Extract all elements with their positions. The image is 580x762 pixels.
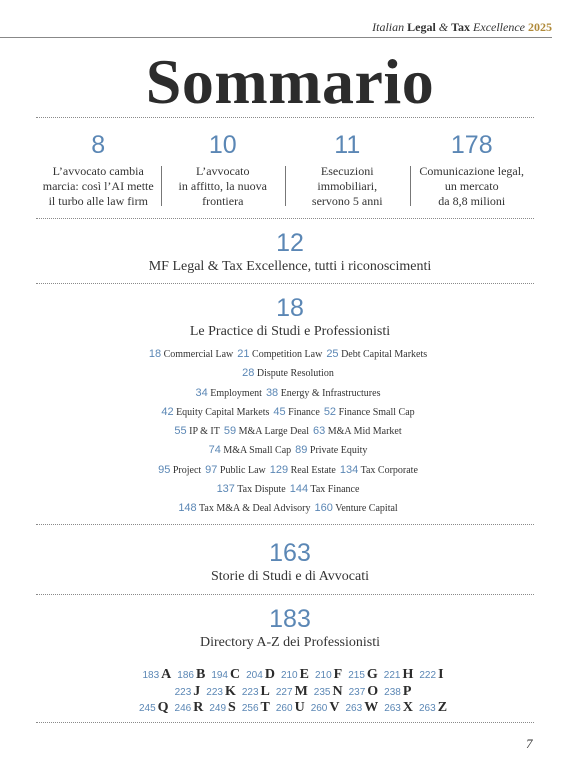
practice-name[interactable]: Tax Finance: [310, 484, 360, 496]
directory-page-number[interactable]: 210: [314, 670, 332, 681]
practice-line: [0, 480, 580, 499]
directory-page-number[interactable]: 186: [177, 670, 194, 681]
practice-name[interactable]: Employment: [210, 387, 262, 399]
practice-line: [0, 403, 580, 422]
directory-letter[interactable]: O: [367, 683, 379, 699]
header-brand-legal: Legal: [407, 20, 436, 34]
directory-letter[interactable]: F: [333, 667, 343, 682]
divider: [36, 524, 534, 525]
directory-letter[interactable]: V: [329, 700, 340, 715]
practice-page-number[interactable]: 89: [295, 444, 308, 457]
directory-page-number[interactable]: 222: [419, 670, 437, 681]
directory-letter[interactable]: X: [402, 700, 413, 715]
practice-page-number[interactable]: 97: [205, 463, 218, 476]
practice-line: [0, 364, 580, 383]
directory-page-number[interactable]: 210: [280, 670, 298, 681]
practice-page-number[interactable]: 42: [161, 405, 174, 418]
directory-index: [0, 665, 580, 715]
practice-name[interactable]: Private Equity: [309, 445, 368, 457]
section-label: MF Legal & Tax Excellence, tutti i riconoscimenti: [148, 259, 432, 274]
header-brand-pre: Italian: [372, 20, 405, 34]
practice-page-number[interactable]: 137: [216, 483, 235, 496]
directory-line: [0, 682, 580, 699]
practice-page-number[interactable]: 34: [195, 386, 208, 399]
section-label: Directory A-Z dei Professionisti: [199, 635, 381, 650]
section-label: Storie di Studi e di Avvocati: [210, 569, 369, 584]
directory-letter[interactable]: A: [161, 667, 172, 682]
directory-page-number[interactable]: 256: [241, 703, 259, 714]
directory-page-number[interactable]: 235: [313, 686, 331, 698]
directory-page-number[interactable]: 204: [246, 670, 263, 681]
divider: [36, 218, 534, 219]
practice-page-number[interactable]: 74: [208, 444, 221, 457]
directory-letter[interactable]: Z: [437, 700, 448, 715]
directory-letter[interactable]: N: [332, 683, 343, 699]
practice-name[interactable]: Project: [172, 464, 202, 476]
featured-article[interactable]: [410, 126, 535, 212]
featured-articles-row: [36, 126, 534, 212]
article-title: Esecuzioni immobiliari, servono 5 anni: [311, 164, 383, 208]
practice-page-number[interactable]: 134: [339, 463, 359, 476]
directory-letter[interactable]: B: [195, 667, 206, 682]
section-page-number: 12: [276, 229, 304, 257]
page-title: Sommario: [145, 46, 435, 117]
featured-article[interactable]: [285, 126, 410, 212]
section-recognitions[interactable]: [0, 228, 580, 276]
directory-page-number[interactable]: 249: [209, 703, 227, 714]
directory-letter[interactable]: S: [228, 700, 236, 715]
practice-name[interactable]: M&A Mid Market: [327, 426, 402, 438]
practice-name[interactable]: Energy & Infrastructures: [280, 387, 381, 399]
practice-name[interactable]: Public Law: [219, 464, 266, 476]
directory-letter[interactable]: P: [402, 683, 412, 699]
practice-page-number[interactable]: 52: [323, 405, 337, 418]
article-page-number: 178: [450, 131, 493, 159]
directory-letter[interactable]: J: [193, 683, 201, 699]
directory-letter[interactable]: T: [260, 700, 270, 715]
practice-name[interactable]: Debt Capital Markets: [341, 349, 428, 360]
practice-name[interactable]: Tax M&A & Deal Advisory: [199, 503, 311, 515]
header-brand-post: Excellence: [473, 20, 525, 34]
directory-letter[interactable]: I: [438, 667, 444, 682]
divider: [36, 594, 534, 595]
practice-line: [0, 499, 580, 518]
directory-page-number[interactable]: 223: [206, 686, 223, 698]
directory-letter[interactable]: C: [230, 667, 241, 682]
divider: [36, 283, 534, 284]
practice-line: [0, 422, 580, 441]
section-directory[interactable]: [0, 604, 580, 652]
practice-page-number[interactable]: 160: [314, 502, 333, 515]
practice-page-number[interactable]: 55: [174, 425, 187, 438]
practice-name[interactable]: IP & IT: [189, 426, 220, 438]
practice-name[interactable]: M&A Large Deal: [238, 426, 309, 438]
directory-page-number[interactable]: 194: [211, 670, 228, 681]
directory-page-number[interactable]: 263: [384, 703, 401, 714]
directory-letter[interactable]: Q: [157, 700, 169, 715]
directory-letter[interactable]: G: [366, 667, 378, 682]
directory-page-number[interactable]: 245: [138, 703, 156, 714]
article-page-number: 8: [91, 131, 106, 159]
practice-page-number[interactable]: 18: [148, 348, 162, 360]
directory-page-number[interactable]: 260: [275, 703, 293, 714]
article-title: L’avvocato cambia marcia: così l’AI mette il turbo alle law firm: [42, 164, 154, 208]
section-label: Le Practice di Studi e Professionisti: [189, 324, 391, 339]
featured-article[interactable]: [36, 126, 161, 212]
practice-name[interactable]: Dispute Resolution: [256, 368, 334, 380]
practice-page-number[interactable]: 129: [269, 463, 289, 476]
directory-page-number[interactable]: 246: [174, 703, 192, 714]
practice-line: [0, 384, 580, 403]
directory-page-number[interactable]: 183: [142, 670, 160, 681]
divider: [36, 722, 534, 723]
running-header: [372, 20, 552, 35]
practice-name[interactable]: Finance: [288, 406, 320, 418]
practice-name[interactable]: Tax Dispute: [237, 484, 286, 496]
practice-page-number[interactable]: 148: [178, 502, 197, 515]
directory-line: [0, 665, 580, 682]
header-brand-amp: &: [438, 20, 449, 34]
section-practices[interactable]: [0, 293, 580, 341]
page-number: 7: [526, 736, 533, 751]
practice-index: [0, 345, 580, 519]
practice-page-number[interactable]: 28: [242, 367, 255, 380]
practice-name[interactable]: Commercial Law: [163, 349, 234, 360]
directory-letter[interactable]: R: [193, 700, 204, 715]
divider: [36, 117, 534, 118]
practice-line: [0, 441, 580, 460]
directory-letter[interactable]: E: [299, 667, 309, 682]
practice-name[interactable]: Competition Law: [252, 349, 323, 360]
practice-name[interactable]: Tax Corporate: [360, 464, 418, 476]
practice-name[interactable]: Equity Capital Markets: [176, 406, 270, 418]
section-page-number: 18: [276, 294, 304, 322]
directory-page-number[interactable]: 215: [348, 670, 365, 681]
practice-page-number[interactable]: 63: [312, 425, 326, 438]
directory-letter[interactable]: D: [264, 667, 275, 682]
directory-page-number[interactable]: 238: [384, 686, 401, 698]
directory-letter[interactable]: W: [364, 700, 379, 715]
article-title: L’avvocato in affitto, la nuova frontiera: [178, 164, 267, 208]
featured-article[interactable]: [161, 126, 286, 212]
directory-page-number[interactable]: 237: [348, 686, 366, 698]
section-page-number: 163: [269, 539, 311, 567]
directory-page-number[interactable]: 223: [241, 686, 259, 698]
practice-line: [0, 461, 580, 480]
practice-page-number[interactable]: 21: [237, 348, 250, 360]
header-brand-tax: Tax: [451, 20, 471, 34]
directory-page-number[interactable]: 263: [419, 703, 436, 714]
section-page-number: 183: [269, 605, 311, 633]
article-title: Comunicazione legal, un mercato da 8,8 milioni: [419, 164, 525, 208]
article-page-number: 10: [208, 131, 237, 159]
article-page-number: 11: [334, 131, 361, 159]
directory-page-number[interactable]: 260: [310, 703, 328, 714]
practice-name[interactable]: M&A Small Cap: [223, 445, 292, 457]
practice-name[interactable]: Real Estate: [290, 464, 336, 476]
directory-page-number[interactable]: 223: [174, 686, 192, 698]
directory-line: [0, 698, 580, 715]
directory-page-number[interactable]: 263: [345, 703, 363, 714]
directory-letter[interactable]: M: [294, 683, 308, 699]
practice-page-number[interactable]: 45: [273, 405, 286, 418]
directory-page-number[interactable]: 221: [383, 670, 401, 681]
practice-page-number[interactable]: 59: [223, 425, 237, 438]
directory-letter[interactable]: U: [294, 700, 305, 715]
directory-letter[interactable]: H: [402, 667, 414, 682]
practice-page-number[interactable]: 144: [289, 483, 309, 496]
practice-page-number[interactable]: 25: [326, 348, 339, 360]
practice-page-number[interactable]: 95: [158, 463, 171, 476]
practice-name[interactable]: Finance Small Cap: [338, 406, 415, 418]
practice-page-number[interactable]: 38: [265, 386, 279, 399]
directory-page-number[interactable]: 227: [275, 686, 293, 698]
directory-letter[interactable]: L: [260, 683, 270, 699]
header-year: 2025: [528, 20, 552, 34]
section-stories[interactable]: [0, 538, 580, 586]
practice-name[interactable]: Venture Capital: [335, 503, 398, 515]
practice-line: [0, 345, 580, 364]
directory-letter[interactable]: K: [224, 683, 236, 699]
header-rule: [0, 37, 552, 38]
